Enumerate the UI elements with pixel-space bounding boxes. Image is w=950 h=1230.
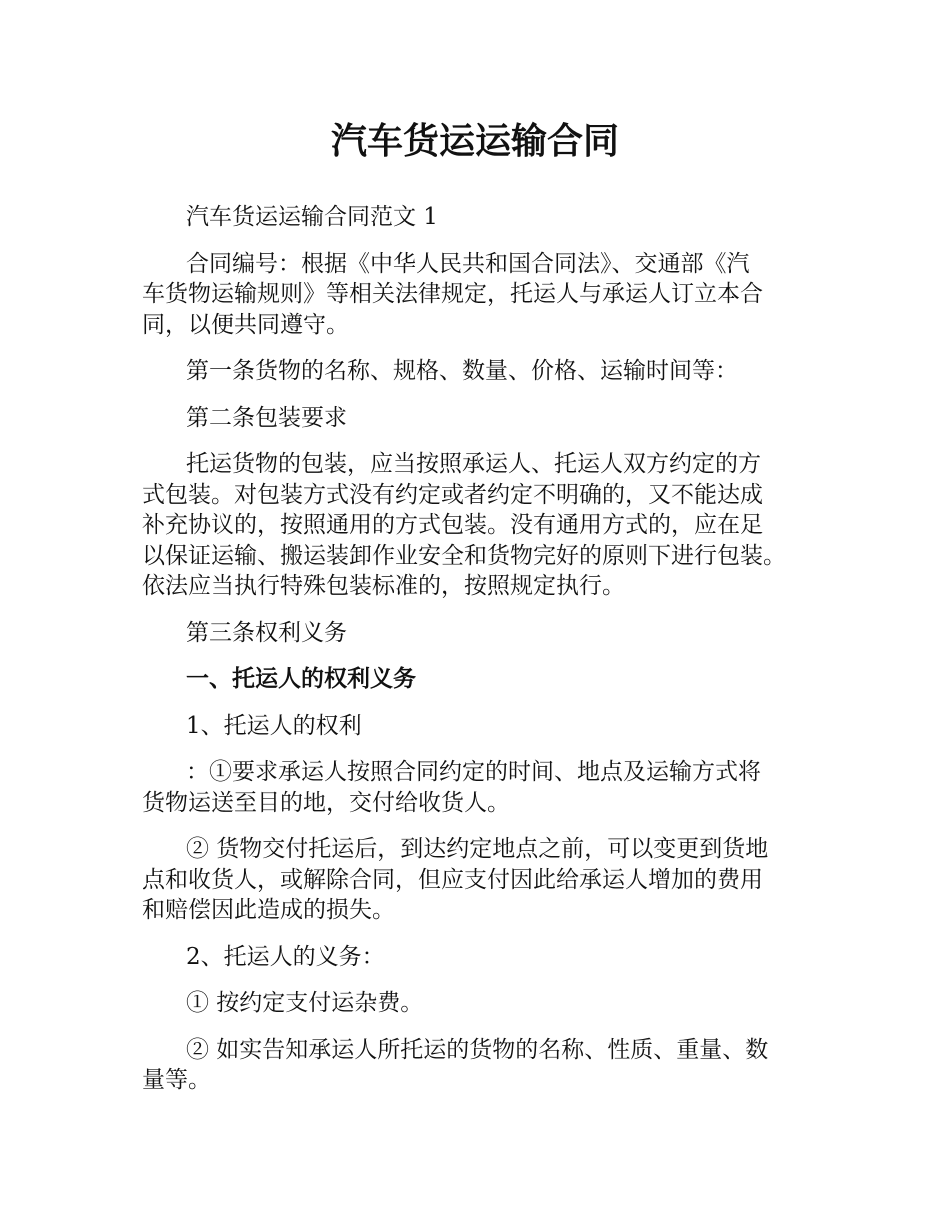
text-line: ② 货物交付托运后，到达约定地点之前，可以变更到货地: [186, 836, 769, 862]
paragraph: [142, 1035, 832, 1096]
text-line: 第二条包装要求: [186, 404, 347, 431]
text-line: 和赔偿因此造成的损失。: [142, 897, 395, 923]
paragraph: [142, 711, 832, 742]
text-line: ① 按约定支付运杂费。: [186, 990, 424, 1016]
section-heading: [142, 664, 832, 695]
paragraph: [142, 356, 832, 387]
document-title: 汽车货运运输合同: [330, 121, 619, 162]
text-line: ：①要求承运人按照合同约定的时间、地点及运输方式将: [186, 759, 761, 785]
document-body: [142, 202, 832, 1112]
paragraph: [142, 757, 832, 818]
text-line: 式包装。对包装方式没有约定或者约定不明确的，又不能达成: [142, 481, 763, 508]
text-line: 车货物运输规则》等相关法律规定，托运人与承运人订立本合: [142, 281, 763, 307]
paragraph: [142, 449, 832, 602]
text-line: 2、托运人的义务：: [186, 943, 385, 970]
text-line: 合同编号：根据《中华人民共和国合同法》、交通部《汽: [186, 250, 750, 277]
text-line: 量等。: [142, 1067, 211, 1093]
text-line: 第一条货物的名称、规格、数量、价格、运输时间等：: [186, 358, 738, 384]
paragraph: [142, 618, 832, 649]
text-line: 1、托运人的权利: [186, 712, 362, 739]
text-line: 货物运送至目的地，交付给收货人。: [142, 789, 510, 816]
text-line: 托运货物的包装，应当按照承运人、托运人双方约定的方: [186, 451, 761, 477]
paragraph: [142, 403, 832, 434]
text-line: 汽车货运运输合同范文 1: [186, 204, 438, 230]
text-line: 一、托运人的权利义务: [186, 666, 416, 692]
paragraph: [142, 834, 832, 926]
paragraph: [142, 249, 832, 341]
paragraph: [142, 942, 832, 973]
text-line: 依法应当执行特殊包装标准的，按照规定执行。: [142, 573, 625, 599]
text-line: 补充协议的，按照通用的方式包装。没有通用方式的，应在足: [142, 512, 763, 538]
paragraph: [142, 202, 832, 233]
text-line: 同，以便共同遵守。: [142, 311, 349, 338]
text-line: ② 如实告知承运人所托运的货物的名称、性质、重量、数: [186, 1036, 769, 1063]
paragraph: [142, 988, 832, 1019]
text-line: 以保证运输、搬运装卸作业安全和货物完好的原则下进行包装。: [142, 542, 786, 569]
text-line: 点和收货人，或解除合同，但应支付因此给承运人增加的费用: [142, 866, 763, 893]
text-line: 第三条权利义务: [186, 619, 347, 646]
